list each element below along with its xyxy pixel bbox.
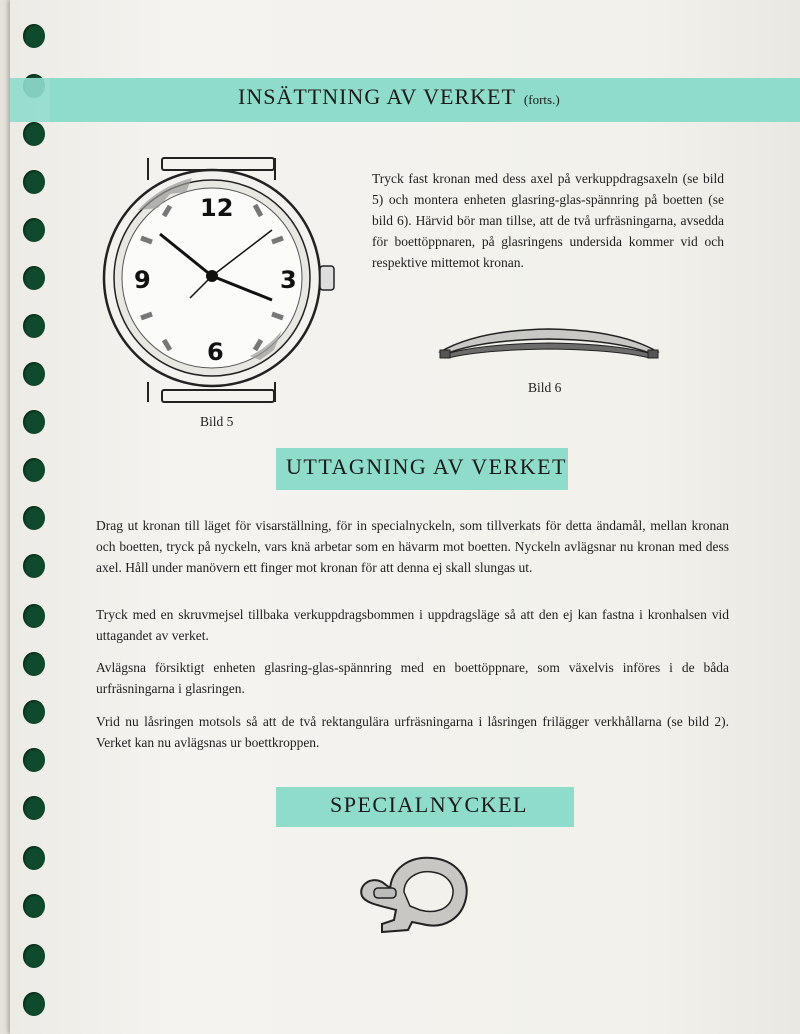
binding-hole: [23, 796, 45, 820]
binding-hole: [23, 266, 45, 290]
paragraph-insattning: Tryck fast kronan med dess axel på verkuppdragsaxeln (se bild 5) och montera enheten glasring-glas-spännring på boetten (se bild 6). Härvid bör man tillse, att de två urfräsningarna, avsedda för boettöppnaren, på glasringens undersida kommer vid och respektive mittemot kronan.: [372, 171, 724, 270]
caption-bild-6: Bild 6: [528, 380, 562, 395]
paragraph-uttagning-4: Vrid nu låsringen motsols så att de två rektangulära urfräsningarna i låsringen frilägger verkhållarna (se bild 2). Verket kan nu avlägsnas ur boettkroppen.: [96, 714, 729, 750]
binding-hole: [23, 314, 45, 338]
binding-hole: [23, 894, 45, 918]
binding-hole: [23, 748, 45, 772]
dial-numeral-3: 3: [280, 266, 297, 294]
watch-illustration: [100, 150, 350, 412]
paragraph-uttagning-3: Avlägsna försiktigt enheten glasring-glas-spännring med en boettöppnare, som växelvis införes i de båda urfräsningarna i glasringen.: [96, 660, 729, 696]
binding-hole: [23, 170, 45, 194]
binding-hole: [23, 122, 45, 146]
glass-ring-illustration: [438, 326, 660, 362]
binding-hole: [23, 944, 45, 968]
binding-hole: [23, 24, 45, 48]
binding-hole: [23, 506, 45, 530]
dial-numeral-9: 9: [134, 266, 151, 294]
binding-hole: [23, 992, 45, 1016]
spiral-binding: [0, 0, 60, 1034]
caption-bild-5: Bild 5: [200, 414, 234, 429]
binding-hole: [23, 218, 45, 242]
dial-numeral-12: 12: [200, 194, 234, 222]
heading-band-edge: [10, 78, 50, 122]
binding-hole: [23, 604, 45, 628]
binding-hole: [23, 652, 45, 676]
binding-hole: [23, 554, 45, 578]
binding-hole: [23, 410, 45, 434]
binding-hole: [23, 458, 45, 482]
binding-hole: [23, 362, 45, 386]
special-key-illustration: [352, 852, 472, 936]
heading-specialnyckel: SPECIALNYCKEL: [330, 792, 528, 817]
binding-hole: [23, 700, 45, 724]
heading-uttagning: UTTAGNING AV VERKET: [286, 454, 567, 479]
dial-numeral-6: 6: [207, 338, 224, 366]
heading-insattning-subtitle: (forts.): [523, 92, 560, 107]
paragraph-uttagning-1: Drag ut kronan till läget för visarställning, för in specialnyckeln, som tillverkats för detta ändamål, mellan kronan och boetten, tryck på nyckeln, vars knä arbetar som en hävarm mot boetten. Nyckeln avlägsnar nu kronan med dess axel. Håll under manövern ett finger mot kronan för att denna ej skall slungas ut.: [96, 518, 729, 575]
paragraph-uttagning-2: Tryck med en skruvmejsel tillbaka verkuppdragsbommen i uppdragsläge så att den ej kan fastna i kronhalsen vid uttagandet av verket.: [96, 607, 729, 643]
heading-insattning-title: INSÄTTNING AV VERKET: [238, 84, 516, 109]
binding-hole: [23, 846, 45, 870]
heading-insattning: [238, 84, 560, 110]
